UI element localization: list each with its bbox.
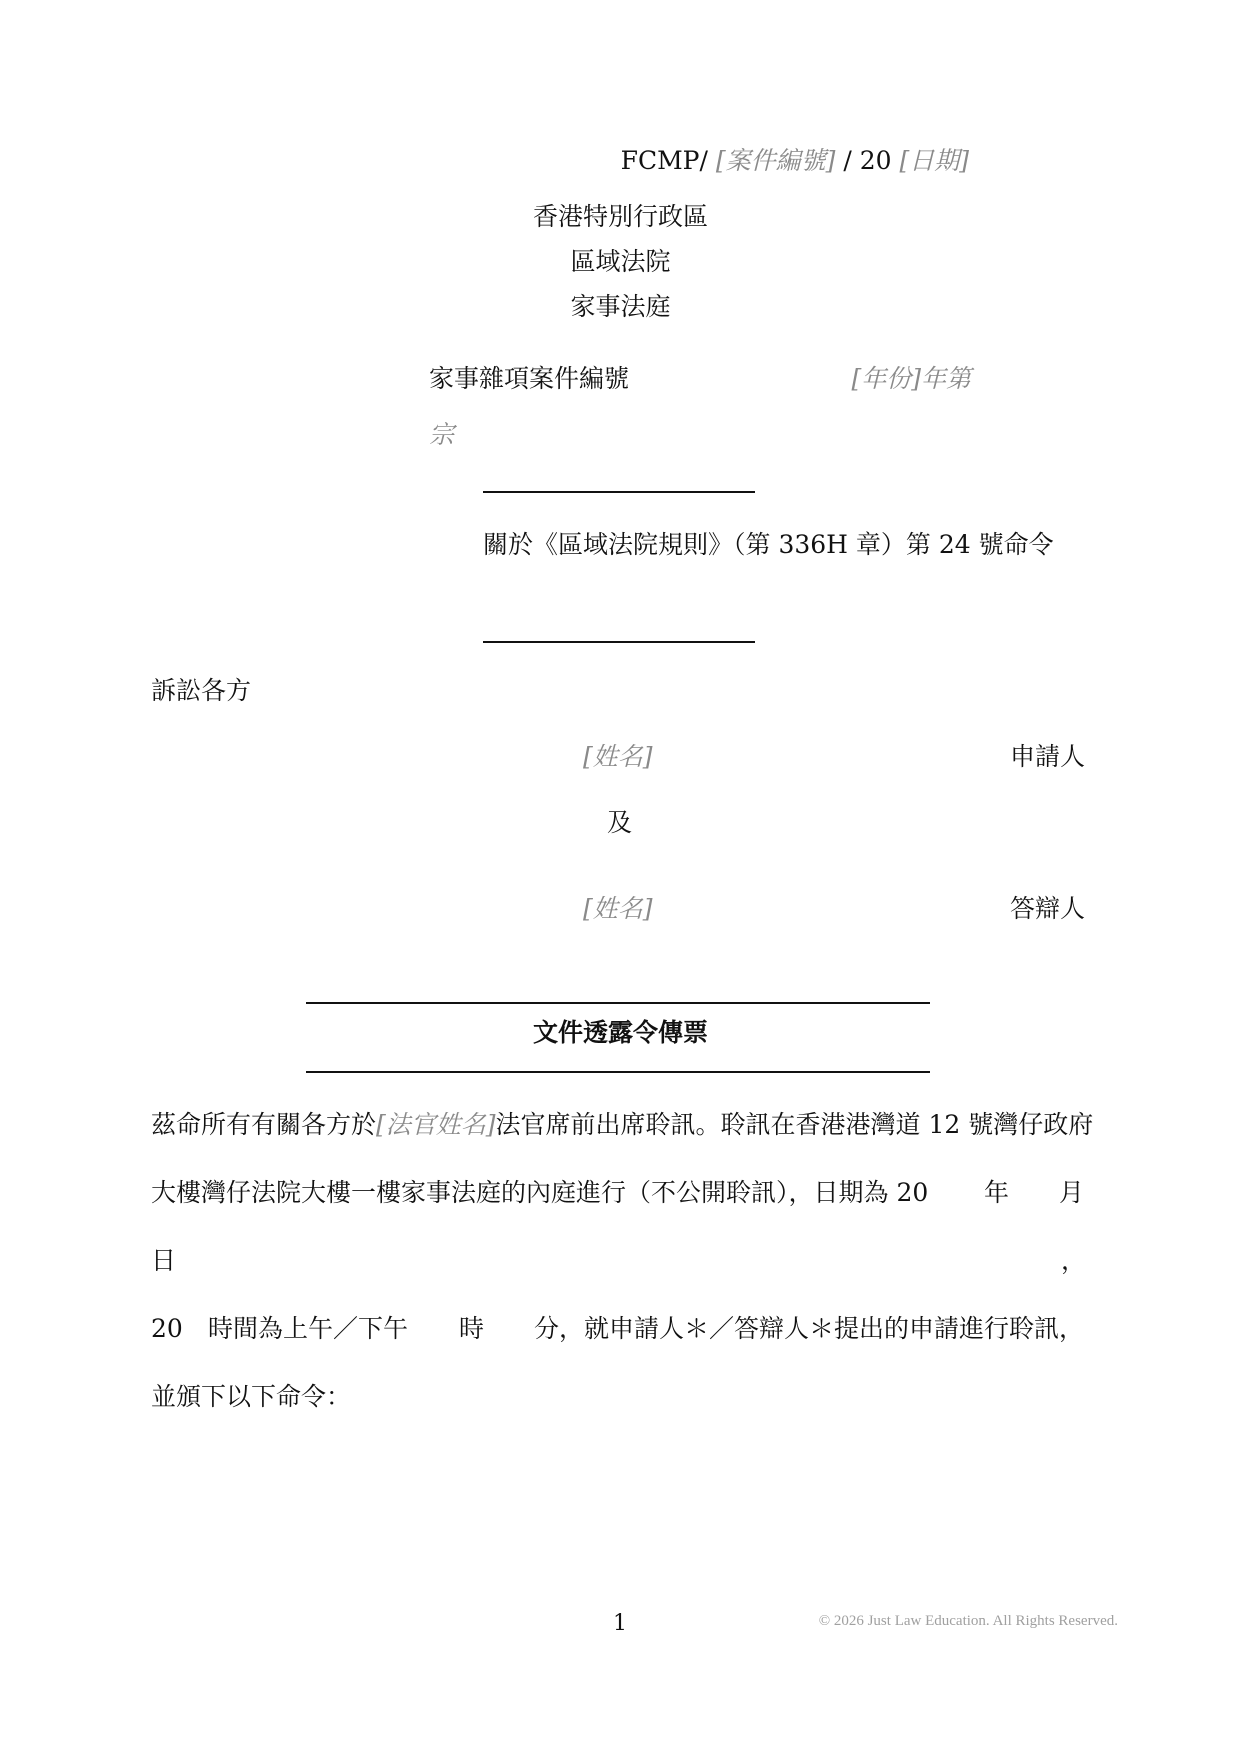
- case-reference: [621, 146, 969, 176]
- body-line-5: 並頒下以下命令：: [151, 1382, 352, 1411]
- divider-bottom: [483, 641, 755, 643]
- judge-name-placeholder: [法官姓名]: [376, 1110, 496, 1139]
- case-ref-separator: / 20: [843, 146, 892, 175]
- title-rule-bottom: [306, 1071, 930, 1073]
- copyright-notice: © 2026 Just Law Education. All Rights Reserved.: [818, 1613, 1118, 1629]
- year-tail: 年第: [920, 364, 971, 393]
- court-line-1: 香港特別行政區: [532, 202, 708, 231]
- year-tail-continued: 宗: [429, 420, 455, 449]
- body-line-4-hour: 時: [459, 1314, 485, 1343]
- body-line-4-rest: 分，就申請人＊／答辯人＊提出的申請進行聆訊，: [534, 1314, 1085, 1343]
- body-line-1-end: 法官席前出席聆訊。聆訊在香港港灣道 12 號灣仔政府: [495, 1110, 1094, 1139]
- applicant-name-placeholder: [姓名]: [583, 742, 653, 771]
- court-line-3: 家事法庭: [570, 292, 671, 321]
- body-line-1-start: 茲命所有有關各方於: [151, 1110, 377, 1139]
- respondent-role: 答辯人: [1009, 894, 1085, 923]
- year-placeholder: [年份]: [851, 364, 921, 393]
- case-number-placeholder: [案件編號]: [715, 146, 836, 175]
- case-date-placeholder: [日期]: [899, 146, 969, 175]
- body-line-3-comma: ，: [1061, 1246, 1087, 1275]
- document-title: 文件透露令傳票: [532, 1018, 708, 1047]
- parties-heading: 訴訟各方: [151, 676, 252, 705]
- case-ref-prefix: FCMP/: [620, 146, 708, 175]
- respondent-name-placeholder: [姓名]: [583, 894, 653, 923]
- applicant-role: 申請人: [1009, 742, 1085, 771]
- body-line-2-year: 年: [984, 1178, 1010, 1207]
- parties-and: 及: [607, 808, 633, 837]
- body-line-3-day: 日: [151, 1246, 177, 1275]
- body-line-4-time: 時間為上午／下午: [208, 1314, 409, 1343]
- divider-top: [483, 491, 755, 493]
- case-number-label: 家事雜項案件編號: [429, 364, 630, 393]
- matter-heading: 關於《區域法院規則》（第 336H 章）第 24 號命令: [483, 530, 1054, 559]
- page-number: 1: [613, 1611, 627, 1636]
- body-line-4-year: 20: [151, 1314, 183, 1343]
- case-year: [851, 364, 971, 394]
- body-line-2-month: 月: [1059, 1178, 1085, 1207]
- body-line-2: 大樓灣仔法院大樓一樓家事法庭的內庭進行（不公開聆訊），日期為 20: [151, 1178, 929, 1207]
- court-line-2: 區域法院: [570, 247, 671, 276]
- body-line-1: [151, 1110, 1093, 1140]
- title-rule-top: [306, 1002, 930, 1004]
